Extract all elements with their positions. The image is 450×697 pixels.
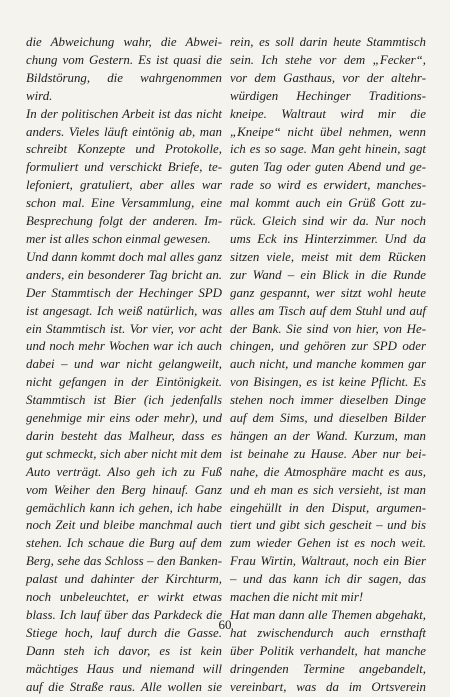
text-line: Stammtisch ist Bier (ich jedenfalls: [26, 393, 222, 408]
text-line: ums Eck ins Hinterzimmer. Und da: [230, 231, 426, 246]
text-line: tiert und gibt sich gescheit – und bis: [230, 518, 426, 533]
text-line: anders. Vieles läuft eintönig ab, man: [26, 124, 222, 139]
text-line: darin besteht das Malheur, dass es: [26, 428, 222, 443]
text-line: In der politischen Arbeit ist das nicht: [26, 106, 222, 121]
text-line: dabei – und war nicht gelangweilt,: [26, 357, 222, 372]
text-line: über Politik verhandelt, hat manche: [230, 643, 426, 658]
text-line: auf dem Sims, und dieselben Bilder: [230, 411, 426, 426]
text-line: sein. Ich stehe vor dem „Fecker“,: [230, 52, 426, 67]
text-line: alles am Tisch auf dem Stuhl und auf: [230, 303, 426, 318]
right-text-column: [230, 34, 426, 697]
text-line: auf die Straße raus. Alle wollen sie: [26, 679, 222, 694]
text-line: die Abweichung wahr, die Abwei-: [26, 35, 222, 49]
text-line: nahe, die Atmosphäre macht es aus,: [230, 464, 426, 479]
text-line: vereinbart, was da im Ortsverein: [230, 679, 426, 694]
page-number: 60: [218, 617, 232, 632]
text-line: ein Stammtisch ist. Vor vier, vor acht: [26, 321, 222, 336]
text-line: vor dem Gasthaus, vor der altehr-: [230, 70, 426, 85]
text-line: rade so wird es erwidert, manches-: [230, 178, 426, 193]
text-line: lefoniert, gratuliert, aber alles war: [26, 178, 222, 193]
text-line: vom Weiher den Berg hinauf. Ganz: [26, 482, 222, 497]
text-line: ist angesagt. Ich weiß natürlich, was: [26, 303, 222, 318]
text-line: hängen an der Wand. Kurzum, man: [230, 428, 426, 443]
text-line: eingehüllt in den Disput, argumen-: [230, 500, 426, 515]
text-line: schreibt Konzepte und Protokolle,: [26, 142, 222, 157]
text-line: Auto verträgt. Also geh ich zu Fuß: [26, 464, 222, 479]
text-line: dringenden Termine angebandelt,: [230, 661, 426, 676]
text-line: noch unbeleuchtet, er wirkt etwas: [26, 590, 222, 605]
text-line: palast und dahinter der Kirchturm,: [26, 572, 222, 587]
text-line: hat zwischendurch auch ernsthaft: [230, 625, 426, 640]
text-line: gut schmeckt, sich aber nicht mit dem: [26, 446, 222, 461]
text-line: „Kneipe“ nicht übel nehmen, wenn: [230, 124, 426, 139]
text-line: gemächlich kann ich gehen, ich habe: [26, 500, 222, 515]
text-line: stehen. Ich schaue die Burg auf dem: [26, 536, 222, 551]
text-line: chingen, und gehören zur SPD oder: [230, 339, 426, 354]
text-line: Stiege hoch, lauf durch die Gasse.: [26, 625, 222, 640]
text-line: zum wieder Gehen ist es noch weit.: [230, 536, 426, 551]
text-line: Frau Wirtin, Waltraut, noch ein Bier: [230, 554, 426, 569]
text-line: Besprechung folgt der anderen. Im-: [26, 214, 222, 229]
text-line: ganz gespannt, wer sitzt wohl heute: [230, 285, 426, 300]
text-line: noch Zeit und bleibe manchmal auch: [26, 518, 222, 533]
text-line: Bildstörung, die wahrgenommen: [26, 70, 222, 85]
left-text-column: [26, 34, 222, 697]
text-line: rück. Gleich sind wir da. Nur noch: [230, 214, 426, 229]
text-line: ist beinahe zu Hause. Aber nur bei-: [230, 446, 426, 461]
text-line: genehmige mir eins oder mehr), und: [26, 411, 222, 426]
text-line: stehen noch immer dieselben Dinge: [230, 393, 426, 408]
text-line: guten Tag oder guten Abend und ge-: [230, 160, 426, 175]
text-line: mächtiges Haus und niemand will: [26, 661, 222, 676]
text-line: sitzen viele, meist mit dem Rücken: [230, 249, 426, 264]
text-line: ich es so sage. Man geht hinein, sagt: [230, 142, 426, 157]
text-line: zur Wand – ein Blick in die Runde: [230, 267, 426, 282]
text-line: auch nicht, und manche kommen gar: [230, 357, 426, 372]
text-line: schon mal. Eine Versammlung, eine: [26, 196, 222, 211]
text-line: würdigen Hechinger Traditions-: [230, 88, 426, 103]
text-line: wird.: [26, 88, 53, 103]
text-line: machen die nicht mit mir!: [230, 590, 364, 605]
text-line: nicht gefangen in der Eintönigkeit.: [26, 375, 222, 390]
text-line: und eh man es sich versieht, ist man: [230, 482, 426, 497]
text-line: formuliert und verschickt Briefe, te-: [26, 160, 222, 175]
text-line: von Bisingen, es ist keine Pflicht. Es: [230, 375, 426, 390]
text-line: Der Stammtisch der Hechinger SPD: [26, 285, 222, 300]
text-line: anders, ein besonderer Tag bricht an.: [26, 267, 222, 282]
text-line: Und dann kommt doch mal alles ganz: [26, 249, 222, 264]
text-line: Dann steh ich davor, es ist kein: [26, 643, 222, 658]
text-line: mal kommt auch ein Grüß Gott zu-: [230, 196, 426, 211]
text-line: Hat man dann alle Themen abgehakt,: [230, 608, 426, 622]
text-line: chung vom Gestern. Es ist quasi die: [26, 52, 222, 67]
text-line: blass. Ich lauf über das Parkdeck die: [26, 608, 222, 622]
text-line: und noch mehr Wochen war ich auch: [26, 339, 222, 354]
text-line: der Bank. Sie sind von hier, von He-: [230, 321, 426, 336]
text-line: kneipe. Waltraut wird mir die: [230, 106, 426, 121]
text-line: – und das kann ich dir sagen, das: [230, 572, 426, 587]
text-line: Berg, sehe das Schloss – den Banken-: [26, 554, 222, 569]
text-line: mer ist alles schon einmal gewesen.: [26, 231, 211, 246]
text-line: rein, es soll darin heute Stammtisch: [230, 35, 426, 49]
